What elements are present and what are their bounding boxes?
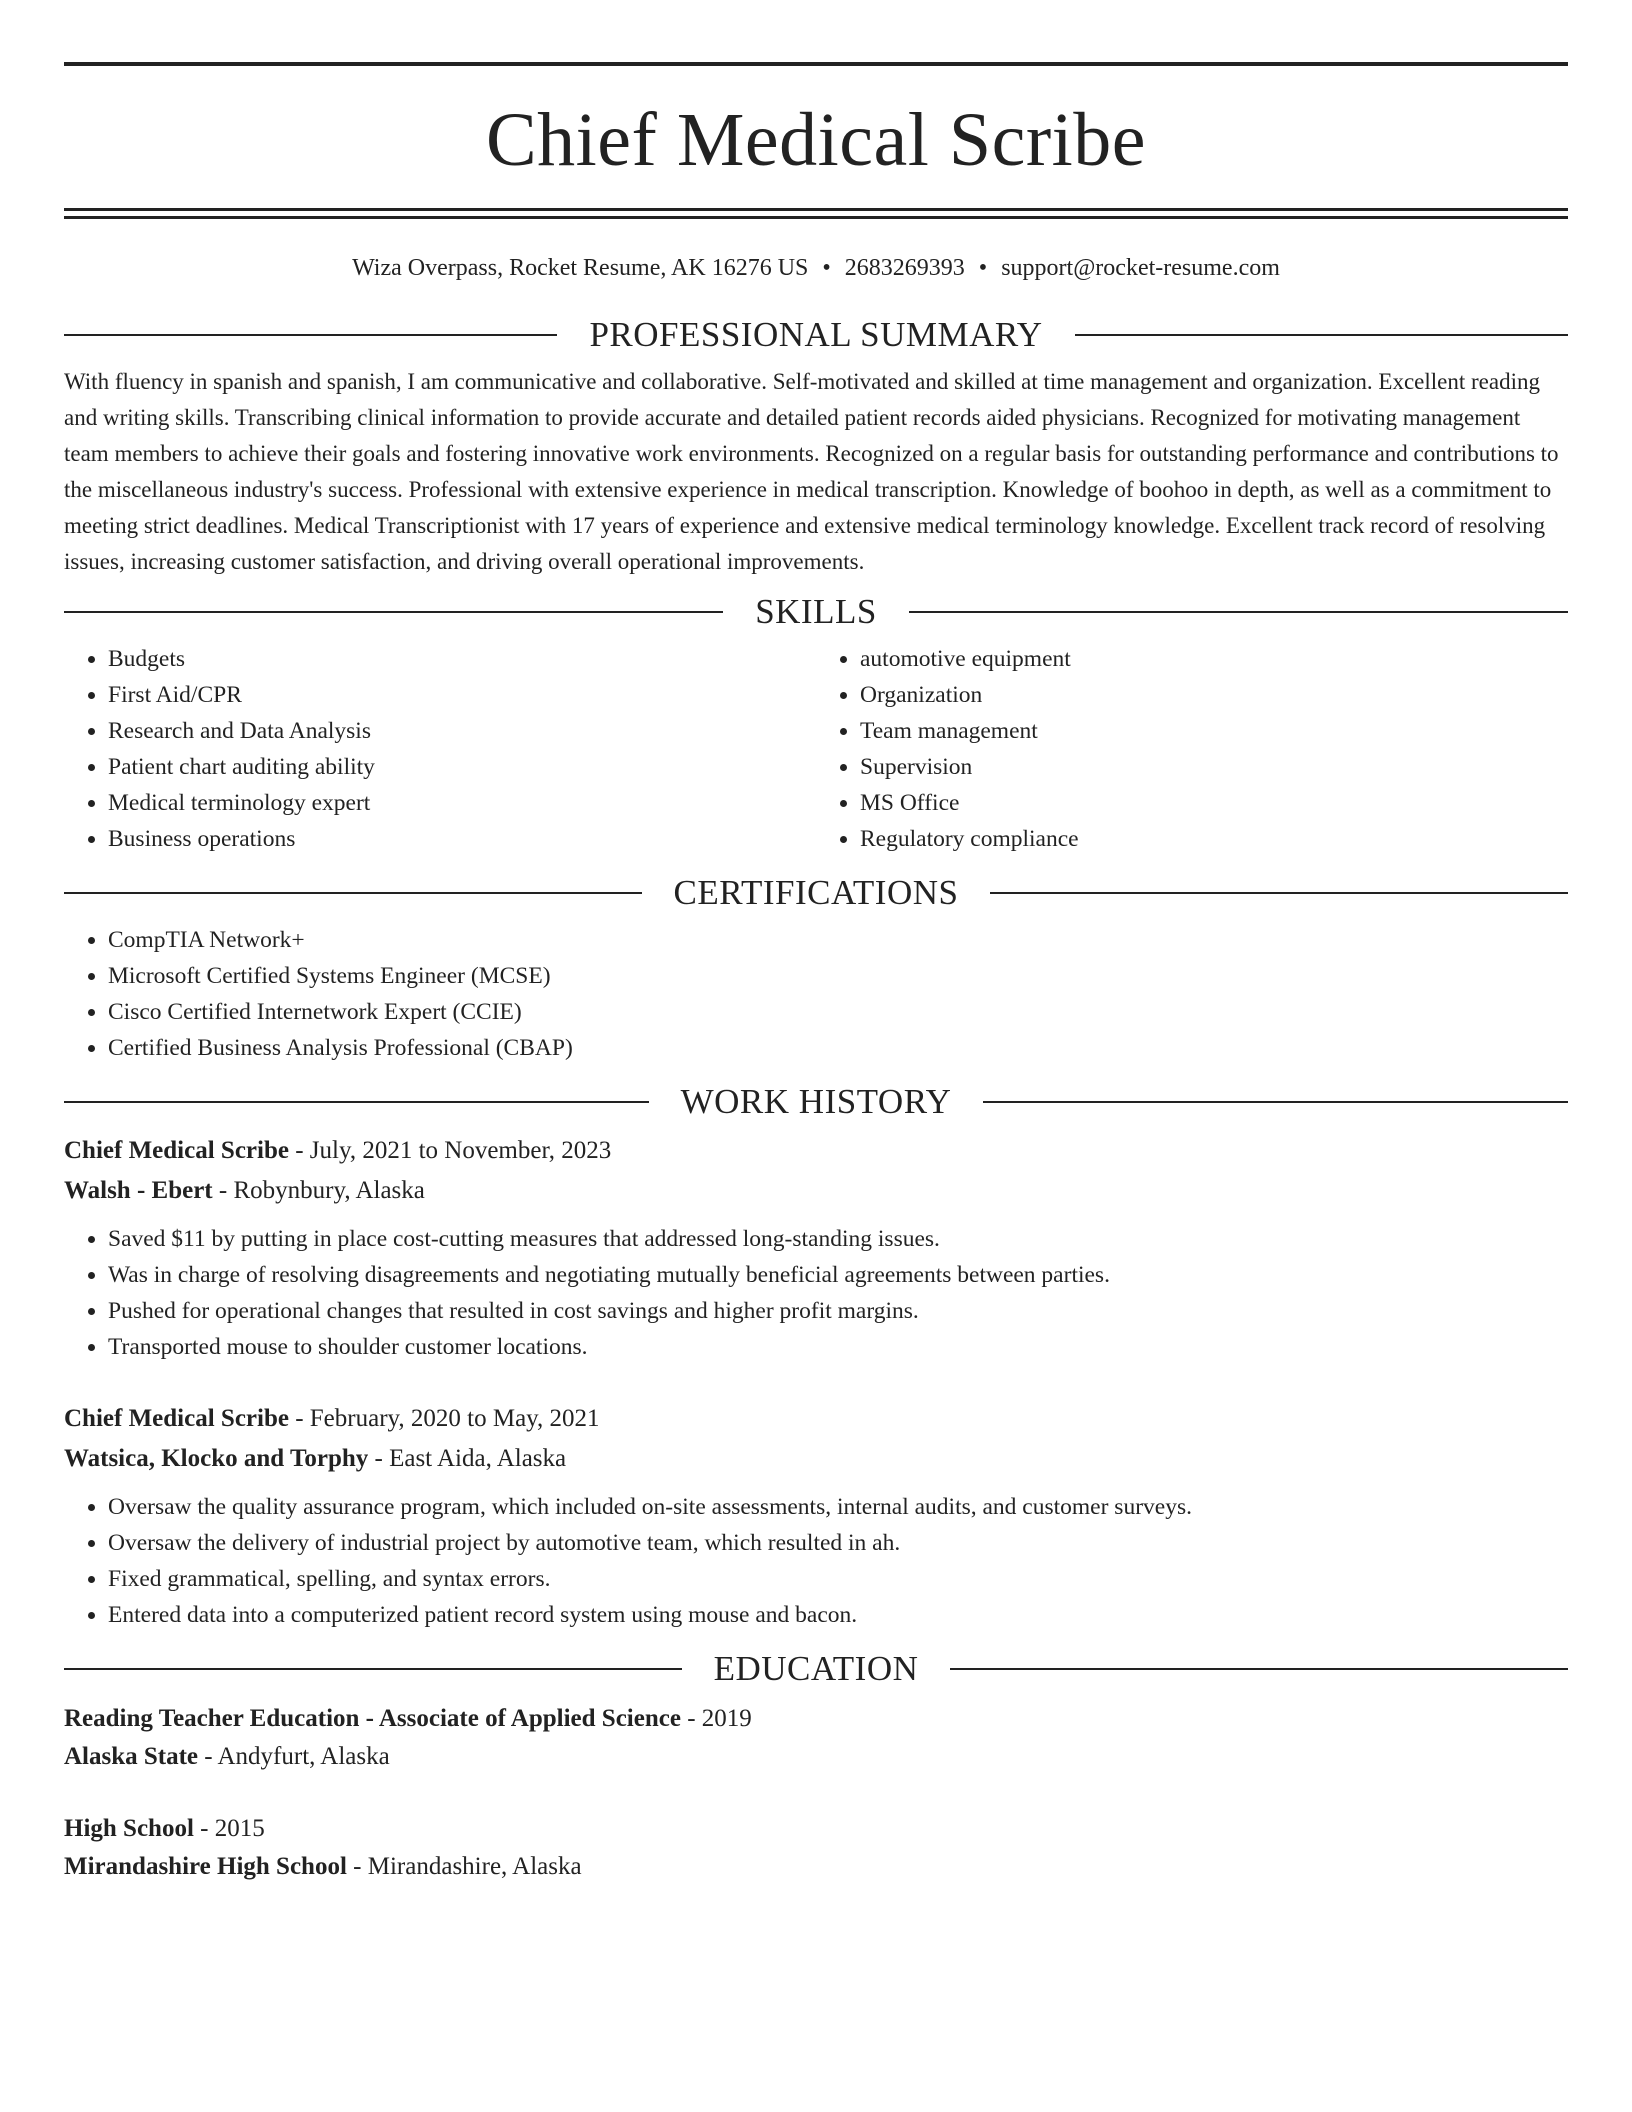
job-bullet: • Oversaw the delivery of industrial project by automotive team, which resulted in ah. xyxy=(108,1525,1568,1561)
heading-rule-right xyxy=(983,1101,1568,1103)
job-company: Walsh - Ebert xyxy=(64,1177,213,1204)
heading-rule-left xyxy=(64,334,557,336)
skill-item: • Team management xyxy=(860,713,1568,749)
contact-line xyxy=(64,253,1568,283)
education-title: EDUCATION xyxy=(713,1649,919,1688)
job-title-line xyxy=(64,1131,1568,1171)
job-role: Chief Medical Scribe xyxy=(64,1405,289,1432)
job-location: - East Aida, Alaska xyxy=(368,1445,567,1472)
education-year: - 2019 xyxy=(680,1705,752,1732)
summary-title: PROFESSIONAL SUMMARY xyxy=(589,315,1043,354)
job-bullet: • Pushed for operational changes that resulted in cost savings and higher profit margins. xyxy=(108,1293,1568,1329)
heading-rule-right xyxy=(909,611,1568,613)
skill-item: • First Aid/CPR xyxy=(108,677,816,713)
job-company: Watsica, Klocko and Torphy xyxy=(64,1445,369,1472)
skill-item: • Supervision xyxy=(860,749,1568,785)
certifications-heading xyxy=(64,875,1568,910)
top-rule xyxy=(64,62,1568,66)
education-degree: Reading Teacher Education - Associate of Applied Science xyxy=(64,1705,681,1732)
heading-rule-left xyxy=(64,611,723,613)
skill-item: • Research and Data Analysis xyxy=(108,713,816,749)
heading-rule-left xyxy=(64,892,642,894)
certifications-title: CERTIFICATIONS xyxy=(673,873,959,912)
job-bullet: • Oversaw the quality assurance program, which included on-site assessments, internal audits, and customer surveys. xyxy=(108,1489,1568,1525)
resume-name: Chief Medical Scribe xyxy=(485,98,1146,182)
contact-separator: • xyxy=(978,255,988,281)
job-entry xyxy=(64,1399,1568,1633)
certification-item: • Microsoft Certified Systems Engineer (MCSE) xyxy=(108,958,1568,994)
job-dates: - July, 2021 to November, 2023 xyxy=(288,1137,612,1164)
education-school-line xyxy=(64,1848,1568,1886)
work-title: WORK HISTORY xyxy=(680,1082,952,1121)
education-year: - 2015 xyxy=(193,1815,265,1842)
education-entry xyxy=(64,1700,1568,1776)
job-title-line xyxy=(64,1399,1568,1439)
contact-address: Wiza Overpass, Rocket Resume, AK 16276 US xyxy=(352,255,809,281)
contact-email[interactable]: support@rocket-resume.com xyxy=(1001,255,1280,281)
skill-item: • Patient chart auditing ability xyxy=(108,749,816,785)
education-degree-line xyxy=(64,1700,1568,1738)
skill-item: • Organization xyxy=(860,677,1568,713)
skill-item: • Medical terminology expert xyxy=(108,785,816,821)
contact-phone: 2683269393 xyxy=(844,255,965,281)
skills-column-right xyxy=(816,641,1568,857)
skills-list xyxy=(64,641,1568,857)
education-location: - Andyfurt, Alaska xyxy=(198,1743,390,1770)
heading-rule-left xyxy=(64,1668,682,1670)
skill-item: • Business operations xyxy=(108,821,816,857)
skills-column-left xyxy=(64,641,816,857)
heading-rule-right xyxy=(1075,334,1568,336)
job-bullet: • Saved $11 by putting in place cost-cutting measures that addressed long-standing issues. xyxy=(108,1221,1568,1257)
skill-item: • Budgets xyxy=(108,641,816,677)
skill-item: • MS Office xyxy=(860,785,1568,821)
certification-item: • CompTIA Network+ xyxy=(108,922,1568,958)
job-bullets xyxy=(64,1221,1568,1365)
summary-text: With fluency in spanish and spanish, I am communicative and collaborative. Self-motivated and skilled at time management and organization. Excellent reading and writing skills. Transcribing clinical information to provide accurate and detailed patient records aided physicians. Recognized for motivating management team members to achieve their goals and fostering innovative work environments. Recognized on a regular basis for outstanding performance and contributions to the miscellaneous industry's success. Professional with extensive experience in medical transcription. Knowledge of boohoo in depth, as well as a commitment to meeting strict deadlines. Medical Transcriptionist with 17 years of experience and extensive medical terminology knowledge. Excellent track record of resolving issues, increasing customer satisfaction, and driving overall operational improvements. xyxy=(64,369,1559,574)
certification-item: • Cisco Certified Internetwork Expert (CCIE) xyxy=(108,994,1568,1030)
heading-rule-left xyxy=(64,1101,649,1103)
job-role: Chief Medical Scribe xyxy=(64,1137,289,1164)
job-bullet: • Transported mouse to shoulder customer locations. xyxy=(108,1329,1568,1365)
job-entry xyxy=(64,1131,1568,1365)
double-rule xyxy=(64,208,1568,219)
skills-title: SKILLS xyxy=(755,592,877,631)
education-school-line xyxy=(64,1738,1568,1776)
education-school: Mirandashire High School xyxy=(64,1853,347,1880)
education-school: Alaska State xyxy=(64,1743,199,1770)
job-location: - Robynbury, Alaska xyxy=(212,1177,425,1204)
job-dates: - February, 2020 to May, 2021 xyxy=(288,1405,600,1432)
summary-heading xyxy=(64,317,1568,352)
skills-heading xyxy=(64,594,1568,629)
job-bullet: • Was in charge of resolving disagreements and negotiating mutually beneficial agreements between parties. xyxy=(108,1257,1568,1293)
education-degree-line xyxy=(64,1810,1568,1848)
education-entry xyxy=(64,1810,1568,1886)
job-bullet: • Entered data into a computerized patient record system using mouse and bacon. xyxy=(108,1597,1568,1633)
job-company-line xyxy=(64,1171,1568,1211)
education-location: - Mirandashire, Alaska xyxy=(346,1853,582,1880)
job-bullet: • Fixed grammatical, spelling, and syntax errors. xyxy=(108,1561,1568,1597)
heading-rule-right xyxy=(950,1668,1568,1670)
contact-separator: • xyxy=(822,255,831,281)
education-degree: High School xyxy=(64,1815,194,1842)
skill-item: • Regulatory compliance xyxy=(860,821,1568,857)
education-heading xyxy=(64,1651,1568,1686)
heading-rule-right xyxy=(990,892,1568,894)
certification-item: • Certified Business Analysis Professional (CBAP) xyxy=(108,1030,1568,1066)
job-bullets xyxy=(64,1489,1568,1633)
certifications-list xyxy=(64,922,1568,1066)
job-company-line xyxy=(64,1439,1568,1479)
work-heading xyxy=(64,1084,1568,1119)
skill-item: • automotive equipment xyxy=(860,641,1568,677)
